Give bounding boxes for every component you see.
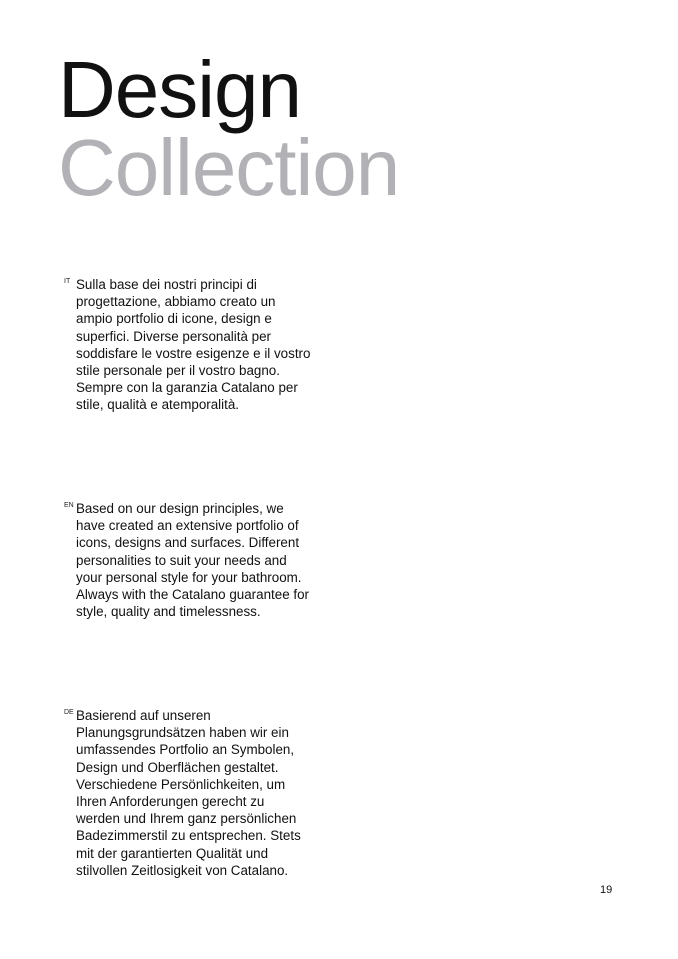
paragraph-german: Basierend auf unseren Planungsgrundsätzen haben wir ein umfassendes Portfolio an Symbolen, Design und Oberflächen gestaltet. Verschiedene Persönlichkeiten, um Ihren Anforderungen gerecht zu werden und Ihrem ganz persönlichen Badezimmerstil zu entsprechen. Stets mit der garantierten Qualität und stilvollen Zeitlosigkeit von Catalano. <box>76 708 301 878</box>
paragraph-italian: Sulla base dei nostri principi di progettazione, abbiamo creato un ampio portfolio di icone, design e superfici. Diverse personalità per soddisfare le vostre esigenze e il vostro stile personale per il vostro bagno. Sempre con la garanzia Catalano per stile, qualità e atemporalità. <box>76 277 311 413</box>
section-german <box>64 707 334 879</box>
section-italian <box>64 276 334 414</box>
language-code-it: IT <box>64 278 71 285</box>
title-line-collection: Collection <box>58 123 400 212</box>
language-code-de: DE <box>64 709 74 716</box>
title-line-design: Design <box>58 45 302 134</box>
paragraph-english: Based on our design principles, we have created an extensive portfolio of icons, designs and surfaces. Different personalities to suit your needs and your personal style for your bathroom. Always with the Catalano guarantee for style, quality and timelessness. <box>76 501 309 620</box>
section-english <box>64 500 334 620</box>
language-code-en: EN <box>64 502 74 509</box>
page-number: 19 <box>600 884 613 896</box>
